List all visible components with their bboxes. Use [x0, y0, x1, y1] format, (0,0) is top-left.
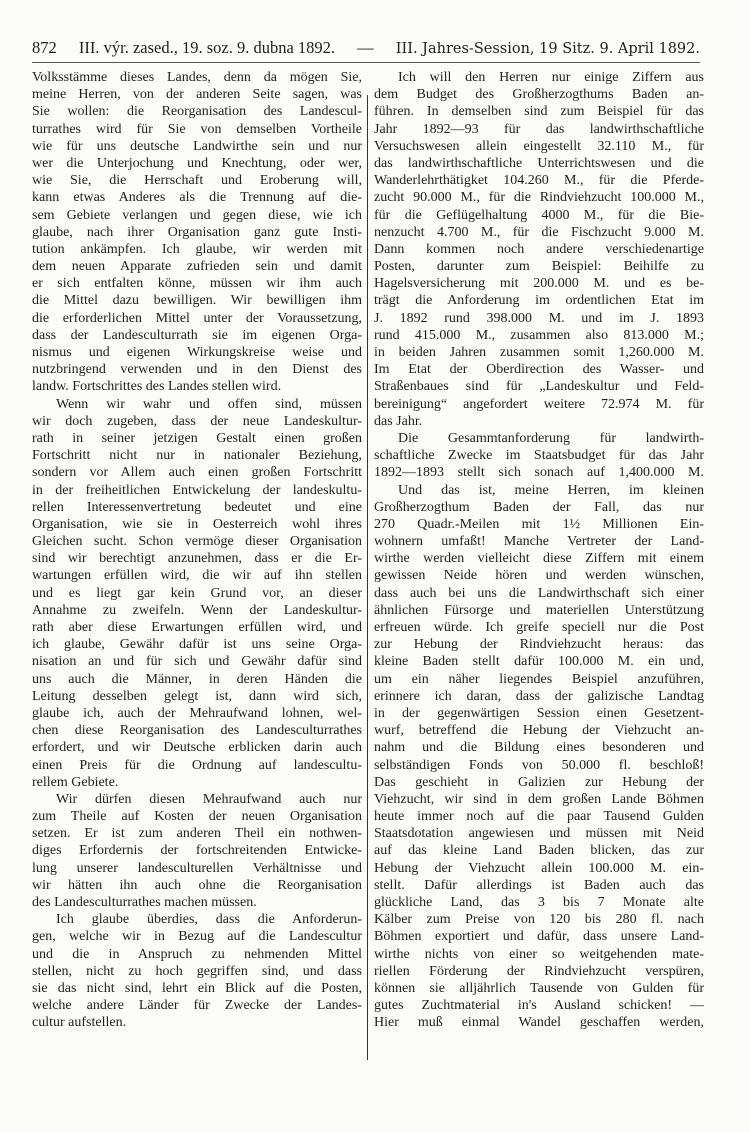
text-line: Wir dürfen diesen Mehraufwand auch nur [56, 791, 362, 807]
text-line: Kälber zum Preise von 120 bis 280 fl. nach [374, 912, 704, 928]
text-line: nutzbringend verwenden und in den Dienst des [32, 362, 362, 378]
text-line: stellen, nicht zu hoch gegriffen sind, und dass [32, 963, 362, 979]
text-line: Hier muß einmal Wandel geschaffen werden, [374, 1015, 704, 1031]
text-line: riellen Förderung der Rindviehzucht verspüren, [374, 963, 704, 979]
text-line: Annahme zu zweifeln. Wenn der Landeskultur- [32, 602, 362, 618]
text-line: das landwirthschaftliche Unterrichtswesen und die [374, 155, 704, 171]
text-line: chen diese Reorganisation des Landesculturrathes [32, 723, 362, 739]
text-line: in beiden Jahren zusammen somit 1,260.000 M. [374, 345, 704, 360]
text-line: rund 415.000 M., zusammen also 813.000 M.; [374, 327, 704, 343]
text-line: dass auch bei uns die Landwirthschaft sich einer [374, 585, 704, 601]
header-rule [32, 62, 700, 63]
paragraph [374, 430, 704, 482]
text-line: Volksstämme dieses Landes, denn da mögen Sie, [32, 70, 362, 85]
text-line: des Landesculturrathes machen müssen. [32, 895, 257, 910]
text-line: sondern vor Allem auch einen großen Fortschritt [32, 465, 362, 481]
text-line: Großherzogthum Baden der Fall, das nur [374, 499, 704, 515]
text-line: Hagelsversicherung mit 200.000 M. und es be- [374, 276, 704, 292]
text-line: cultur aufstellen. [32, 1015, 127, 1031]
text-line: er sich entfalten könne, müssen wir ihm auch [32, 276, 362, 292]
text-line: Böhmen exportiert und dafür, dass unsere Land- [374, 929, 704, 945]
text-line: Jahr 1892—93 für das landwirthschaftliche [374, 121, 704, 137]
text-line: glaube ich, auch der Mehraufwand lohnen, wel- [32, 705, 362, 721]
text-line: landw. Fortschrittes des Landes stellen wird. [32, 379, 282, 395]
text-line: können sie alljährlich Tausende von Gulden für [374, 980, 704, 996]
text-line: trägt die Anforderung im ordentlichen Etat im [374, 293, 704, 309]
text-line: wurf, betreffend die Hebung der Viehzucht an- [374, 723, 704, 739]
text-line: Fortschritt nicht nur in nationaler Beziehung, [32, 448, 362, 464]
text-line: Straßenbaues sind für „Landeskultur und Feld- [374, 379, 704, 395]
text-line: Das geschieht in Galizien zur Hebung der [374, 774, 704, 790]
text-line: in der freiheitlichen Entwickelung der landeskultu- [32, 482, 362, 498]
text-line: nenzucht 4.700 M., für die Fischzucht 9.000 M. [374, 224, 704, 240]
text-line: glückliche Land, das 3 bis 7 Monate alte [374, 895, 704, 910]
column-divider [367, 95, 368, 1060]
text-line: wie für uns deutsche Landwirthe sein und nur [32, 138, 362, 154]
text-line: Posten, darunter zum Beispiel: Beihilfe zu [374, 259, 704, 275]
text-line: bereinigung“ angefordert weitere 72.974 M. für [374, 396, 704, 412]
paragraph [32, 791, 362, 911]
text-line: zucht 90.000 M., für die Rindviehzucht 100.000 M., [374, 190, 704, 206]
text-line: Versuchswesen allein eingestellt 32.110 M., für [374, 138, 704, 154]
header-czech-session: III. výr. zased., 19. soz. 9. dubna 1892. [78, 38, 336, 57]
text-line: Wenn wir wahr und offen sind, müssen [56, 396, 362, 412]
text-line: Ich will den Herren nur einige Ziffern aus [398, 70, 704, 85]
right-column [374, 69, 704, 1032]
text-line: meine Herren, von der anderen Seite sagen, was [32, 87, 362, 103]
text-line: erinnere ich daran, dass der galizische Landtag [374, 688, 704, 704]
header-german-session: III. Jahres-Session, 19 Sitz. 9. April 1892. [395, 41, 700, 57]
text-line: wartungen erfüllen wird, die wir auf ihn stellen [32, 568, 362, 584]
text-line: Viehzucht, wir sind in dem großen Lande Böhmen [374, 791, 704, 807]
text-line: kann etwas Anderes als die Trennung auf die- [32, 190, 362, 206]
text-line: nisation an und für sich und Gewähr dafür sind [32, 654, 362, 670]
text-line: 270 Quadr.-Meilen mit 1½ Millionen Ein- [374, 516, 704, 532]
text-line: setzen. Er ist zum anderen Theil ein nothwen- [32, 826, 362, 842]
text-line: diges Erfordernis der fortschreitenden Entwicke- [32, 843, 362, 859]
text-line: Und das ist, meine Herren, im kleinen [398, 482, 704, 498]
text-line: wie Sie, die Herrschaft und Eroberung will, [32, 173, 362, 189]
text-line: und die in Anspruch zu nehmenden Mittel [32, 946, 362, 962]
text-line: führen. In demselben sind zum Beispiel für das [374, 104, 704, 120]
text-line: die Mittel dazu bewilligen. Wir bewilligen ihm [32, 293, 362, 309]
paragraph [32, 911, 362, 1031]
text-line: Dann kommen noch andere verschiedenartige [374, 241, 704, 257]
text-line: Staatsdotation angewiesen und müssen mit Neid [374, 826, 704, 842]
text-line: Leitung desselben gelegt ist, dann wird sich, [32, 688, 362, 704]
text-line: wirthe nichts von einer so weitgehenden mate- [374, 946, 704, 962]
text-line: rath aber diese Erwartungen erfüllen wird, und [32, 620, 362, 635]
paragraph [374, 69, 704, 430]
running-header [32, 38, 700, 60]
text-line: erfreuen würde. Ich greife speciell nur die Post [374, 620, 704, 635]
text-line: in der gegenwärtigen Session einen Gesetzent- [374, 705, 704, 721]
text-line: turrathes wird für Sie von demselben Vortheile [32, 121, 362, 137]
text-line: rath in seiner jetzigen Gestalt einen großen [32, 430, 362, 446]
text-line: zum Theile auf Kosten der neuen Organisation [32, 809, 362, 825]
text-line: wirthe werden vielleicht diese Ziffern mit einem [374, 551, 704, 567]
paragraph [32, 396, 362, 791]
text-line: Gleichen sucht. Schon vermöge dieser Organisation [32, 534, 362, 550]
paragraph [32, 69, 362, 396]
text-line: dem neuen Apparate zufrieden sein und damit [32, 259, 362, 275]
text-line: glaube, nach ihrer Organisation ganz gute Insti- [32, 224, 362, 240]
text-line: gen, welche wir in Bezug auf die Landescultur [32, 929, 362, 945]
text-line: Im Etat der Oberdirection des Wasser- und [374, 362, 704, 378]
text-line: Organisation, wie sie in Oesterreich wohl ihres [32, 516, 362, 532]
text-line: kleine Baden stellt dafür 100.000 M. ein und, [374, 654, 704, 670]
text-line: dem Budget des Großherzogthums Baden an- [374, 87, 704, 103]
text-line: schaftliche Zwecke im Staatsbudget für das Jahr [374, 448, 704, 464]
text-line: wer die Unterjochung und Knechtung, oder wer, [32, 155, 362, 171]
text-line: Die Gesammtanforderung für landwirth- [398, 430, 704, 446]
text-line: heute immer noch auf die paar Tausend Gulden [374, 809, 704, 825]
text-line: und es liegt gar kein Grund vor, an dieser [32, 585, 362, 601]
text-line: die erforderlichen Mittel unter der Voraussetzung, [32, 310, 362, 326]
text-line: das Jahr. [374, 413, 423, 429]
text-line: nismus und eigenen Wirkungskreise weise und [32, 345, 362, 360]
text-line: welche andere Länder für Zwecke der Landes- [32, 998, 362, 1014]
page-number: 872 [32, 38, 57, 57]
text-line: rellen Interessenvertretung bedeutet und eine [32, 499, 362, 515]
text-line: ich glaube, Gewähr dafür ist uns seine Orga- [32, 637, 362, 653]
text-line: lung unserer landesculturellen Verhältnisse und [32, 860, 362, 876]
text-line: nahm und die Bildung eines besonderen und [374, 740, 704, 756]
text-line: Ich glaube überdies, dass die Anforderun- [56, 912, 362, 928]
text-line: erfordert, und wir Deutsche erblicken darin auch [32, 740, 362, 756]
text-line: zur Hebung der Rindviehzucht heraus: das [374, 637, 704, 653]
left-column [32, 69, 362, 1032]
text-line: dass der Landesculturrath sie im eigenen Orga- [32, 327, 362, 343]
text-line: Hebung der Viehzucht allein 100.000 M. ein- [374, 860, 704, 876]
text-line: sem Gebiete verlangen und gegen diese, wie ich [32, 207, 362, 223]
text-line: ähnlichen Fürsorge und materiellen Unterstützung [374, 602, 704, 618]
paragraph [374, 482, 704, 1032]
text-line: rellem Gebiete. [32, 774, 119, 790]
text-line: J. 1892 rund 398.000 M. und im J. 1893 [374, 310, 704, 326]
text-line: sie das nicht sind, lehrt ein Blick auf die Posten, [32, 980, 362, 996]
header-dash: — [357, 38, 374, 57]
text-line: gewissen Neide hören und werden wünschen, [374, 568, 704, 584]
text-line: uns auch die Männer, in deren Händen die [32, 671, 362, 687]
text-line: Sie wollen: die Reorganisation des Landescul- [32, 104, 362, 120]
text-line: um ein näher liegendes Beispiel anzuführen, [374, 671, 704, 687]
text-line: sind wir berechtigt anzunehmen, dass er die Er- [32, 551, 362, 567]
text-line: tution ankämpfen. Ich glaube, wir werden mit [32, 241, 362, 257]
text-line: selbständigen Fonds von 50.000 fl. beschloß! [374, 757, 704, 773]
text-line: stellt. Dafür allerdings ist Baden auch das [374, 877, 704, 893]
text-line: einen Preis für die Ordnung auf landescultu- [32, 757, 362, 773]
text-line: für die Geflügelhaltung 4000 M., für die Bie- [374, 207, 704, 223]
text-line: auf das kleine Land Baden blicken, das zur [374, 843, 704, 859]
text-line: 1892—1893 stellt sich sonach auf 1,400.000 M. [374, 465, 704, 481]
text-line: wohnern umfaßt! Manche Vertreter der Land- [374, 534, 704, 550]
text-line: Wanderlehrthätigket 104.260 M., für die Pferde- [374, 173, 704, 189]
text-line: wir doch zugeben, dass der neue Landeskultur- [32, 413, 362, 429]
text-line: gutes Zuchtmaterial in's Ausland schicken! — [374, 998, 704, 1014]
text-line: wir hätten ihn auch ohne die Reorganisation [32, 877, 362, 893]
